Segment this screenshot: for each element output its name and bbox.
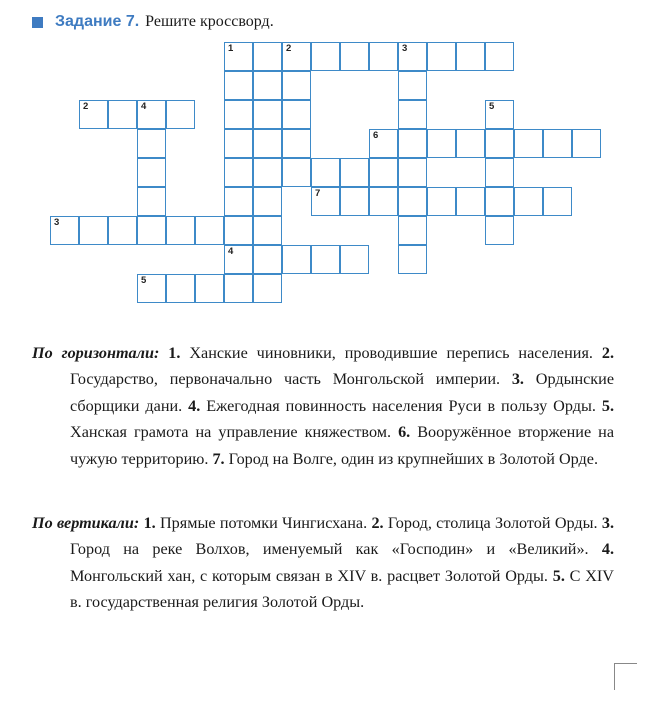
clue-number: 1.	[168, 344, 181, 362]
clue-number: 2.	[371, 514, 384, 532]
crossword-cell[interactable]	[253, 158, 282, 187]
crossword-cell[interactable]	[514, 129, 543, 158]
crossword-cell[interactable]	[253, 42, 282, 71]
clue-text: Город на реке Волхов, именуемый как «Господин» и «Великий».	[70, 540, 602, 559]
clue-text: Монгольский хан, с которым связан в XIV в. расцвет Золотой Орды.	[70, 566, 553, 585]
crossword-cell[interactable]	[253, 71, 282, 100]
cell-number: 2	[286, 43, 292, 54]
horizontal-clues	[32, 340, 614, 472]
vertical-clues-title: По вертикали:	[32, 514, 140, 532]
clue-text: Ханские чиновники, проводившие перепись населения.	[180, 344, 602, 362]
crossword-cell[interactable]	[369, 42, 398, 71]
cell-number: 4	[141, 101, 147, 112]
crossword-cell[interactable]	[253, 216, 282, 245]
clue-text: Ежегодная повинность населения Руси в пользу Орды.	[200, 396, 602, 415]
crossword-cell[interactable]	[427, 129, 456, 158]
clue-text: Вооружённое вторжение на чужую территорию.	[70, 423, 615, 468]
clue-number: 4.	[188, 396, 201, 415]
task-label: Задание 7.	[55, 13, 140, 30]
crossword-cell[interactable]	[398, 158, 427, 187]
crossword-cell[interactable]	[485, 42, 514, 71]
horizontal-clues-title: По горизонтали:	[32, 344, 160, 362]
crossword-cell[interactable]	[311, 245, 340, 274]
crossword-cell[interactable]	[456, 129, 485, 158]
cell-number: 3	[402, 43, 408, 54]
crossword-cell[interactable]	[311, 42, 340, 71]
cell-number: 5	[489, 101, 495, 112]
crossword-cell[interactable]	[485, 216, 514, 245]
crossword-cell[interactable]	[224, 158, 253, 187]
crossword-cell[interactable]	[282, 158, 311, 187]
crossword-cell[interactable]	[427, 187, 456, 216]
crossword-cell[interactable]	[340, 42, 369, 71]
crossword-grid	[0, 0, 653, 330]
crossword-cell[interactable]	[398, 216, 427, 245]
clue-number: 5.	[552, 566, 565, 585]
crossword-cell[interactable]	[398, 187, 427, 216]
crossword-cell[interactable]	[311, 187, 340, 216]
crossword-cell[interactable]	[137, 274, 166, 303]
crossword-cell[interactable]	[572, 129, 601, 158]
cell-number: 4	[228, 246, 234, 257]
crossword-cell[interactable]	[543, 129, 572, 158]
crossword-cell[interactable]	[224, 42, 253, 71]
crossword-cell[interactable]	[398, 129, 427, 158]
crossword-cell[interactable]	[485, 100, 514, 129]
clue-text: Прямые потомки Чингисхана.	[155, 514, 372, 532]
clue-number: 5.	[601, 396, 614, 415]
page-corner-mark	[614, 663, 637, 690]
clue-text: Город на Волге, один из крупнейших в Золотой Орде.	[224, 449, 598, 468]
crossword-cell[interactable]	[253, 129, 282, 158]
crossword-cell[interactable]	[253, 274, 282, 303]
crossword-cell[interactable]	[79, 100, 108, 129]
crossword-cell[interactable]	[427, 42, 456, 71]
crossword-cell[interactable]	[340, 187, 369, 216]
clue-text: Государство, первоначально часть Монгольской империи.	[70, 370, 512, 389]
crossword-cell[interactable]	[195, 216, 224, 245]
crossword-cell[interactable]	[137, 100, 166, 129]
crossword-cell[interactable]	[166, 100, 195, 129]
cell-number: 6	[373, 130, 379, 141]
crossword-cell[interactable]	[50, 216, 79, 245]
crossword-cell[interactable]	[137, 187, 166, 216]
clue-number: 6.	[398, 423, 411, 442]
crossword-cell[interactable]	[224, 245, 253, 274]
crossword-cell[interactable]	[340, 158, 369, 187]
crossword-cell[interactable]	[485, 158, 514, 187]
clue-number: 7.	[212, 449, 225, 468]
crossword-cell[interactable]	[108, 100, 137, 129]
clue-text: Город, столица Золотой Орды.	[383, 514, 602, 532]
crossword-cell[interactable]	[108, 216, 137, 245]
crossword-cell[interactable]	[514, 187, 543, 216]
crossword-cell[interactable]	[282, 100, 311, 129]
vertical-clues	[32, 510, 614, 616]
crossword-cell[interactable]	[253, 245, 282, 274]
crossword-cell[interactable]	[224, 274, 253, 303]
crossword-cell[interactable]	[166, 274, 195, 303]
crossword-cell[interactable]	[398, 71, 427, 100]
clue-number: 3.	[601, 514, 615, 532]
crossword-cell[interactable]	[137, 129, 166, 158]
crossword-cell[interactable]	[456, 42, 485, 71]
crossword-cell[interactable]	[282, 71, 311, 100]
crossword-cell[interactable]	[398, 42, 427, 71]
crossword-cell[interactable]	[224, 129, 253, 158]
crossword-cell[interactable]	[485, 129, 514, 158]
crossword-cell[interactable]	[369, 129, 398, 158]
crossword-cell[interactable]	[398, 245, 427, 274]
cell-number: 2	[83, 101, 89, 112]
crossword-cell[interactable]	[282, 129, 311, 158]
clue-number: 3.	[511, 370, 524, 389]
crossword-cell[interactable]	[369, 187, 398, 216]
cell-number: 5	[141, 275, 147, 286]
vertical-clues-paragraph	[32, 510, 614, 616]
clue-number: 2.	[601, 344, 614, 362]
crossword-cell[interactable]	[543, 187, 572, 216]
task-text: Решите кроссворд.	[145, 13, 274, 30]
horizontal-clues-paragraph	[32, 340, 614, 472]
crossword-cell[interactable]	[224, 100, 253, 129]
crossword-cell[interactable]	[282, 245, 311, 274]
clue-text: Ханская грамота на управление княжеством.	[70, 423, 399, 442]
crossword-cell[interactable]	[224, 216, 253, 245]
crossword-cell[interactable]	[195, 274, 224, 303]
crossword-cell[interactable]	[282, 42, 311, 71]
cell-number: 7	[315, 188, 321, 199]
crossword-cell[interactable]	[253, 187, 282, 216]
cell-number: 1	[228, 43, 234, 54]
crossword-cell[interactable]	[166, 216, 195, 245]
clue-text: Ордынские сборщики дани.	[70, 370, 614, 415]
clue-number: 1.	[143, 514, 156, 532]
crossword-cell[interactable]	[340, 245, 369, 274]
crossword-cell[interactable]	[485, 187, 514, 216]
cell-number: 3	[54, 217, 60, 228]
crossword-cell[interactable]	[369, 158, 398, 187]
clue-text: С XIV в. государственная религия Золотой Орды.	[70, 566, 614, 612]
clue-number: 4.	[601, 540, 614, 559]
crossword-cell[interactable]	[398, 100, 427, 129]
crossword-cell[interactable]	[253, 100, 282, 129]
crossword-cell[interactable]	[224, 187, 253, 216]
crossword-cell[interactable]	[79, 216, 108, 245]
crossword-cell[interactable]	[137, 158, 166, 187]
crossword-cell[interactable]	[456, 187, 485, 216]
crossword-cell[interactable]	[137, 216, 166, 245]
crossword-cell[interactable]	[311, 158, 340, 187]
crossword-cell[interactable]	[224, 71, 253, 100]
